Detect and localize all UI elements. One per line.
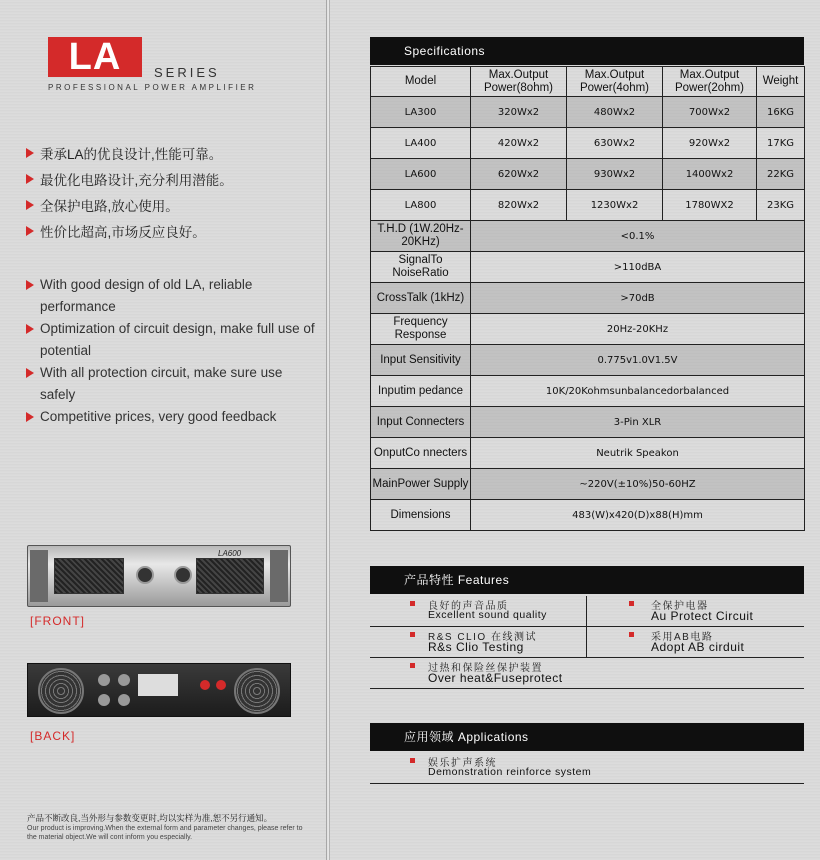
square-bullet-icon <box>410 663 415 668</box>
footer-notice-en: Our product is improving.When the external form and parameter changes, please refer to the material object.We will cont inform you especially. <box>27 825 303 841</box>
fan-icon <box>234 668 280 714</box>
triangle-bullet-icon <box>26 324 34 334</box>
amplifier-front-image <box>27 545 291 607</box>
triangle-bullet-icon <box>26 174 34 184</box>
triangle-bullet-icon <box>26 412 34 422</box>
triangle-bullet-icon <box>26 280 34 290</box>
front-model-label: LA600 <box>218 549 242 558</box>
rack-ear <box>30 550 48 602</box>
triangle-bullet-icon <box>26 148 34 158</box>
speaker-post <box>200 680 210 690</box>
table-row: OnputCo nnecters Neutrik Speakon <box>371 438 805 469</box>
triangle-bullet-icon <box>26 200 34 210</box>
back-label: [BACK] <box>30 729 76 743</box>
front-grill <box>196 558 264 594</box>
specifications-table <box>370 66 805 531</box>
table-row: SignalTo NoiseRatio >110dBA <box>371 252 805 283</box>
square-bullet-icon <box>410 632 415 637</box>
table-row: LA300 320Wx2 480Wx2 700Wx2 16KG <box>371 97 805 128</box>
list-item: With good design of old LA, reliable performance <box>26 274 321 318</box>
application-item: 娱乐扩声系统 Demonstration reinforce system <box>370 753 804 783</box>
table-row: Dimensions 483(W)x420(D)x88(H)mm <box>371 500 805 531</box>
table-row: LA800 820Wx2 1230Wx2 1780WX2 23KG <box>371 190 805 221</box>
amplifier-back-image <box>27 663 291 717</box>
application-row <box>370 753 804 784</box>
table-row: Inputim pedance 10K/20Kohmsunbalancedorbalanced <box>371 376 805 407</box>
applications-list <box>370 753 804 784</box>
list-item: 最优化电路设计,充分利用潜能。 <box>26 166 316 192</box>
features-row <box>370 596 804 627</box>
table-row: CrossTalk (1kHz) >70dB <box>371 283 805 314</box>
speaker-post <box>216 680 226 690</box>
features-cn-list <box>26 140 316 244</box>
feature-item: 采用AB电路 Adopt AB cirduit <box>587 627 804 657</box>
table-row: Frequency Response 20Hz-20KHz <box>371 314 805 345</box>
xlr-socket <box>98 694 110 706</box>
applications-header: 应用领域 Applications <box>370 723 804 751</box>
footer-notice-cn: 产品不断改良,当外形与参数变更时,均以实样为准,恕不另行通知。 <box>27 813 273 823</box>
feature-item: 良好的声音品质 Excellent sound quality <box>370 596 586 626</box>
features-row <box>370 658 804 689</box>
table-row: Model Max.Output Power(8ohm) Max.Output Power(4ohm) Max.Output Power(2ohm) Weight <box>371 67 805 97</box>
front-grill <box>54 558 124 594</box>
feature-item: 全保护电器 Au Protect Circuit <box>587 596 804 626</box>
front-label: [FRONT] <box>30 614 85 628</box>
table-row: LA400 420Wx2 630Wx2 920Wx2 17KG <box>371 128 805 159</box>
triangle-bullet-icon <box>26 226 34 236</box>
volume-knob <box>136 566 154 584</box>
specifications-header: Specifications <box>370 37 804 65</box>
table-row: MainPower Supply ~220V(±10%)50-60HZ <box>371 469 805 500</box>
features-row <box>370 627 804 658</box>
features-en-list <box>26 274 321 428</box>
list-item: 性价比超高,市场反应良好。 <box>26 218 316 244</box>
list-item: Competitive prices, very good feedback <box>26 406 321 428</box>
volume-knob <box>174 566 192 584</box>
fan-icon <box>38 668 84 714</box>
list-item: 秉承LA的优良设计,性能可靠。 <box>26 140 316 166</box>
logo-mark: LA <box>48 37 142 77</box>
triangle-bullet-icon <box>26 368 34 378</box>
features-grid <box>370 596 804 689</box>
square-bullet-icon <box>629 632 634 637</box>
list-item: 全保护电路,放心使用。 <box>26 192 316 218</box>
logo-subtitle: PROFESSIONAL POWER AMPLIFIER <box>48 83 257 92</box>
rack-ear <box>270 550 288 602</box>
feature-item: R&S CLIO 在线测试 R&s Clio Testing <box>370 627 586 657</box>
square-bullet-icon <box>629 601 634 606</box>
xlr-socket <box>118 674 130 686</box>
square-bullet-icon <box>410 601 415 606</box>
xlr-socket <box>98 674 110 686</box>
table-row: Input Connecters 3-Pin XLR <box>371 407 805 438</box>
vertical-divider <box>326 0 330 860</box>
back-label-panel <box>138 674 178 696</box>
logo-series: SERIES <box>154 65 220 80</box>
square-bullet-icon <box>410 758 415 763</box>
list-item: Optimization of circuit design, make full use of potential <box>26 318 321 362</box>
list-item: With all protection circuit, make sure use safely <box>26 362 321 406</box>
xlr-socket <box>118 694 130 706</box>
feature-item: 过热和保险丝保护装置 Over heat&Fuseprotect <box>370 658 804 688</box>
table-row: T.H.D (1W.20Hz-20KHz) <0.1% <box>371 221 805 252</box>
table-row: Input Sensitivity 0.775v1.0V1.5V <box>371 345 805 376</box>
table-row: LA600 620Wx2 930Wx2 1400Wx2 22KG <box>371 159 805 190</box>
features-header: 产品特性 Features <box>370 566 804 594</box>
